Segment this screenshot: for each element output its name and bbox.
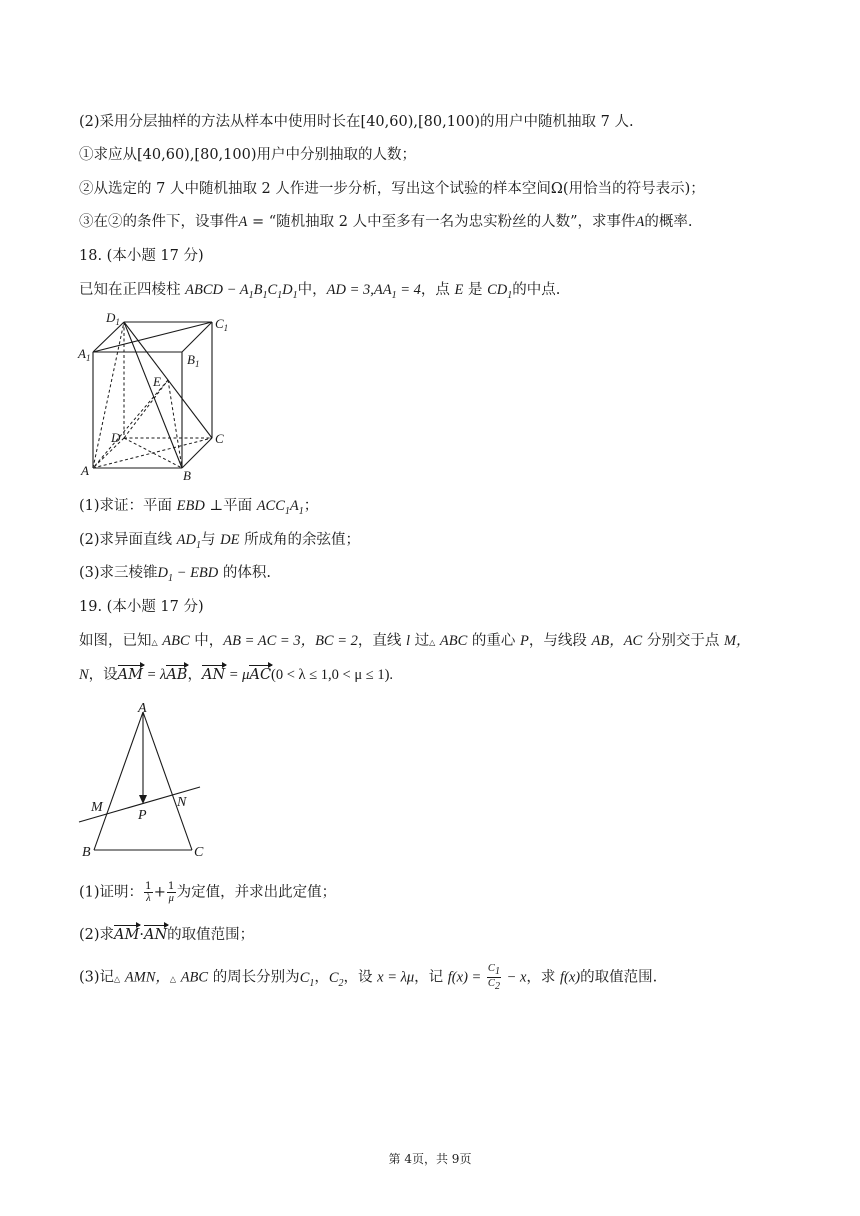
label-tri-m: M	[91, 800, 103, 815]
q18-part1: (1)求证：平面 EBD ⊥平面 $ACC_1A_1$；	[79, 498, 319, 517]
label-d: D	[111, 430, 121, 445]
label-d1: $D_1$	[106, 310, 120, 327]
q18-intro: 已知在正四棱柱 ABCD − $A_1B_1C_1D_1$中，AD = $3,AA_1 = 4$，点 E 是 $CD_1$的中点.	[79, 282, 561, 301]
q19-part1: (1)证明： $\frac{1}{\lambda}$ + $\frac{1}{\mu}$ 为定值，并求出此定值；	[79, 880, 337, 904]
prism-figure	[76, 308, 236, 483]
q19-part3: (3)记△ AMN，△ ABC 的周长分别为$C_1$，$C_2$，设 x = λμ，记 f(x) = $\frac{C_1}{C_2}$ − x，求 f(x)的取值范围.	[79, 963, 658, 993]
label-tri-a: A	[138, 701, 147, 716]
label-c: C	[215, 431, 224, 446]
q18-part3: (3)求三棱锥$D_1$ − EBD 的体积.	[79, 565, 271, 584]
q19-line2: N，设AM = λAB，AN = μAC(0 < λ ≤ 1,0 < μ ≤ 1).	[79, 667, 394, 683]
label-c1: $C_1$	[215, 316, 229, 333]
label-a: A	[81, 463, 89, 478]
label-b: B	[183, 468, 191, 483]
q19-header: 19. (本小题 17 分)	[79, 599, 204, 615]
label-tri-p: P	[138, 808, 147, 823]
q19-line1: 如图，已知△ ABC 中，AB = AC = 3，BC = 2，直线 l 过△ ABC 的重心 P，与线段 AB，AC 分别交于点 M，	[79, 633, 751, 649]
q18-header: 18. (本小题 17 分)	[79, 248, 204, 264]
label-tri-b: B	[82, 845, 91, 860]
q17-part2-2: ②从选定的 7 人中随机抽取 2 人作进一步分析，写出这个试验的样本空间Ω(用恰当的符号表示)；	[79, 181, 705, 197]
label-tri-n: N	[177, 795, 187, 810]
q17-part2-1: ①求应从[40,60),[80,100)用户中分别抽取的人数；	[79, 147, 416, 163]
q18-part2: (2)求异面直线 $AD_1$与 DE 所成角的余弦值；	[79, 532, 361, 551]
triangle-figure	[76, 698, 216, 863]
page-footer: 第 4页，共 9页	[388, 1152, 472, 1166]
label-e: E	[153, 374, 161, 389]
q19-part2: (2)求AM·AN的取值范围；	[79, 927, 255, 943]
q17-part2: (2)采用分层抽样的方法从样本中使用时长在[40,60),[80,100)的用户中随机抽取 7 人.	[79, 114, 634, 130]
label-a1: $A_1$	[78, 346, 91, 363]
label-b1: $B_1$	[187, 352, 200, 369]
q17-part2-3: ③在②的条件下，设事件A = “随机抽取 2 人中至多有一名为忠实粉丝的人数”，求事件A的概率.	[79, 214, 693, 230]
label-tri-c: C	[194, 845, 204, 860]
